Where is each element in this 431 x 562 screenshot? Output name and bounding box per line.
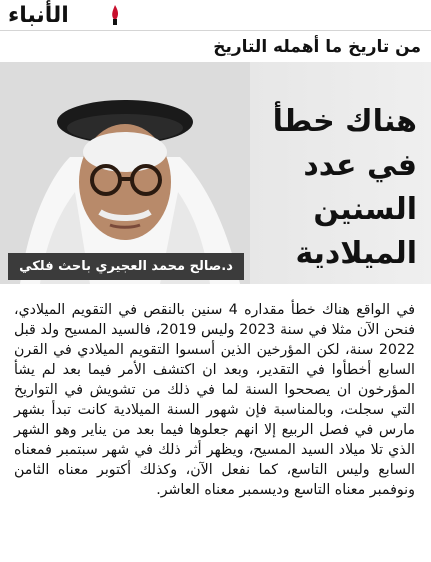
headline-line: هناك خطأ: [272, 104, 417, 139]
article-headline: [227, 100, 417, 276]
flame-icon: [110, 5, 120, 25]
headline-line: الميلادية: [295, 236, 417, 271]
article-hero: [0, 62, 431, 284]
author-caption: د.صالح محمد العجيري باحث فلكي: [8, 253, 244, 280]
article-body: في الواقع هناك خطأ مقداره 4 سنين بالنقص في التقويم الميلادي، فنحن الآن مثلا في سنة 2023 وليس 2019، فالسيد المسيح ولد قبل 2022 سنة، لكن المؤرخين الذين أسسوا التقويم الميلادي في القرن السابع أخطأوا في التقدير، وبعد ان اكتشف الأمر فيما بعد لم يشأ المؤرخون ان يصححوا السنة لما في ذلك من تشويش في التواريخ التي سجلت، وبالمناسبة فإن شهور السنة الميلادية كانت تبدأ بشهر مارس في فصل الربيع إلا انهم جعلوها فيما بعد من يناير وهو الشهر الذي تلا ميلاد السيد المسيح، ويظهر أثر ذلك في شهر سبتمبر فمعناه السابع وليس التاسع، كما نفعل الآن، وكذلك أكتوبر معناه الثامن ونوفمبر معناه التاسع وديسمبر معناه العاشر.: [14, 302, 416, 498]
headline-line: في عدد السنين: [303, 148, 417, 227]
section-title: من تاريخ ما أهمله التاريخ: [213, 37, 421, 57]
author-portrait: [0, 62, 250, 284]
masthead-bar: [0, 0, 431, 31]
newspaper-logo[interactable]: الأنباء: [8, 3, 69, 28]
